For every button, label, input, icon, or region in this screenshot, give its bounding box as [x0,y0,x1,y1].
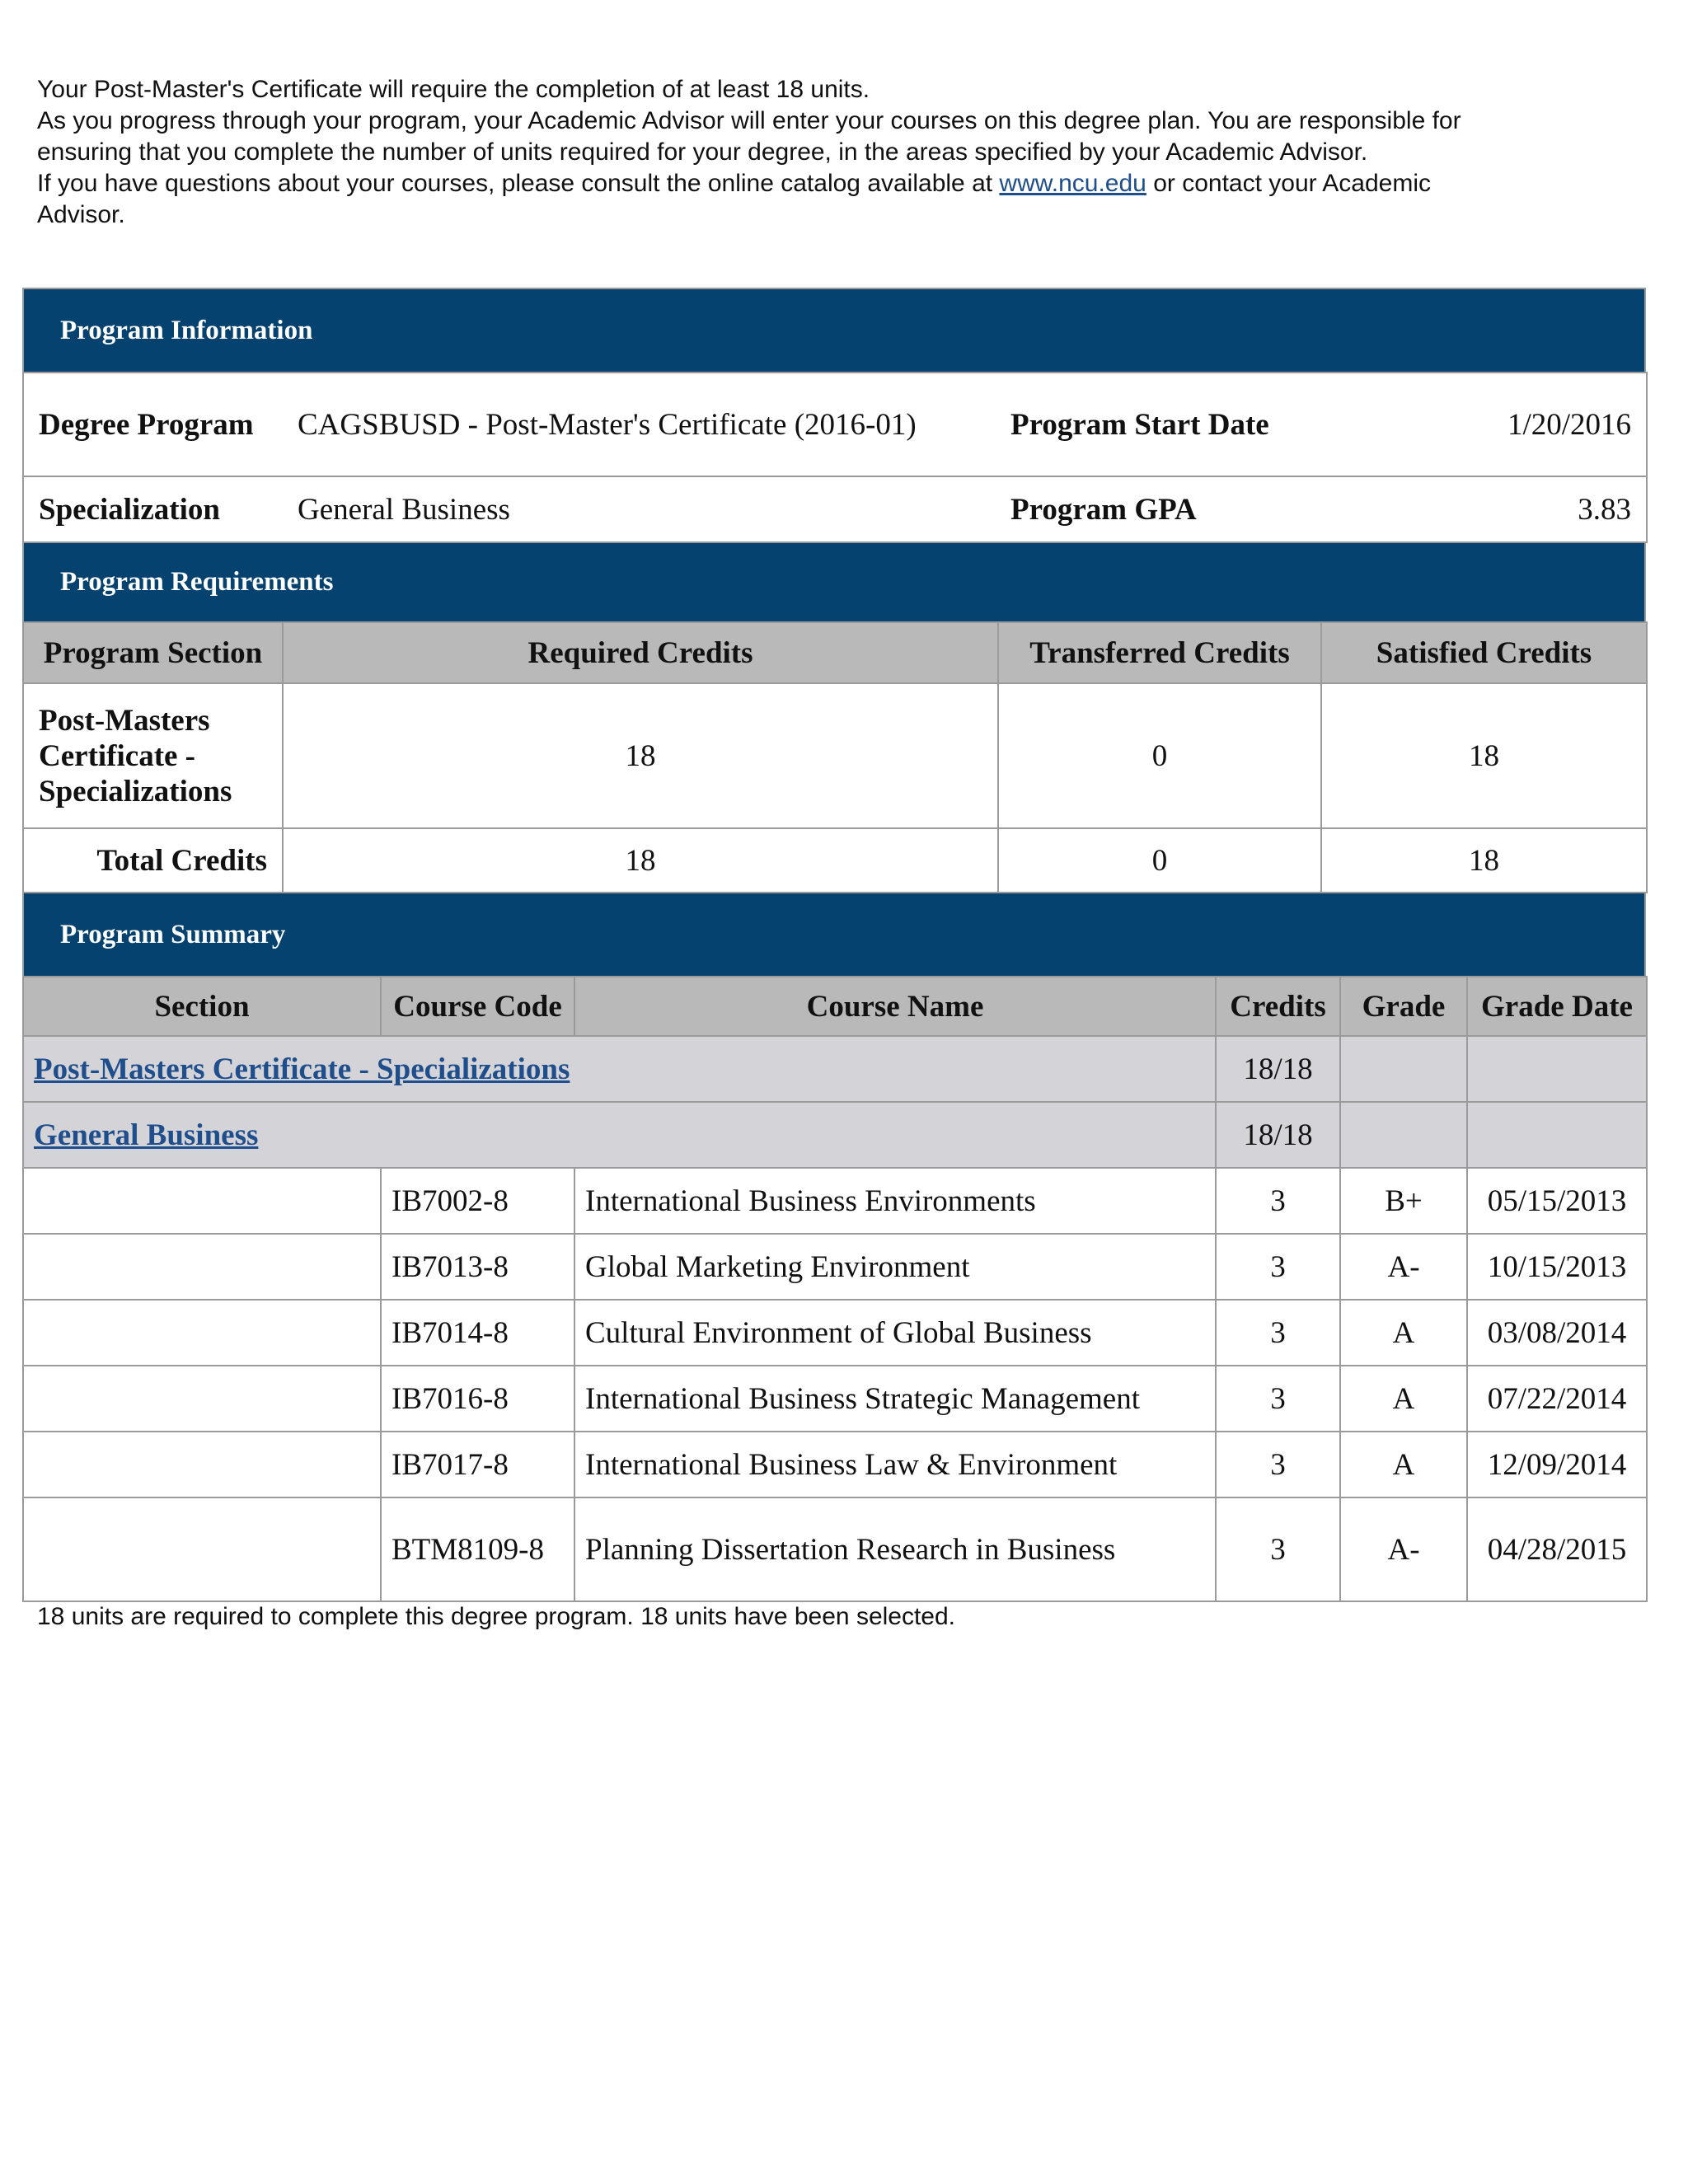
course-credits: 3 [1216,1497,1340,1601]
table-row [23,1497,1647,1601]
intro-line-3 [37,168,1488,231]
course-name: International Business Environments [574,1168,1216,1234]
column-header: Course Name [574,977,1216,1036]
table-row [23,1168,1647,1234]
group-name-cell [23,1102,1216,1168]
intro-line-3-pre: If you have questions about your courses, please consult the online catalog available at [37,170,1000,197]
column-header: Satisfied Credits [1321,622,1647,683]
total-credits-label: Total Credits [23,828,283,893]
satisfied-credits: 18 [1321,683,1647,828]
course-grade-date: 12/09/2014 [1467,1432,1647,1497]
total-required-credits: 18 [283,828,998,893]
program-summary-section [22,892,1646,1602]
program-gpa-label: Program GPA [996,476,1408,542]
program-information-heading: Program Information [22,288,1646,372]
degree-program-value: CAGSBUSD - Post-Master's Certificate (2016-01) [283,373,996,476]
course-code: IB7002-8 [381,1168,574,1234]
column-header: Required Credits [283,622,998,683]
empty-cell [1467,1036,1647,1102]
program-requirements-heading: Program Requirements [22,541,1646,621]
total-satisfied-credits: 18 [1321,828,1647,893]
degree-program-label: Degree Program [23,373,283,476]
units-summary-note: 18 units are required to complete this degree program. 18 units have been selected. [37,1603,956,1630]
empty-cell [1340,1102,1467,1168]
specialization-label: Specialization [23,476,283,542]
empty-cell [23,1300,381,1366]
course-code: IB7017-8 [381,1432,574,1497]
course-name: Planning Dissertation Research in Business [574,1497,1216,1601]
table-row [23,1234,1647,1300]
intro-text [37,74,1488,231]
course-grade-date: 05/15/2013 [1467,1168,1647,1234]
intro-line-1: Your Post-Master's Certificate will require the completion of at least 18 units. [37,76,870,103]
intro-line-2: As you progress through your program, your Academic Advisor will enter your courses on this degree plan. You are responsible for ensuring that you complete the number of units required for your degree, in the areas specified by your Academic Advisor. [37,107,1461,166]
group-name-cell [23,1036,1216,1102]
course-name: Cultural Environment of Global Business [574,1300,1216,1366]
summary-header-row [23,977,1647,1036]
course-code: IB7013-8 [381,1234,574,1300]
course-grade-date: 10/15/2013 [1467,1234,1647,1300]
column-header: Credits [1216,977,1340,1036]
program-summary-table [22,976,1648,1602]
program-summary-heading: Program Summary [22,892,1646,976]
course-grade-date: 07/22/2014 [1467,1366,1647,1432]
table-row [23,683,1647,828]
program-gpa-value: 3.83 [1408,476,1647,542]
requirement-section-name: Post-Masters Certificate - Specializations [23,683,283,828]
column-header: Grade Date [1467,977,1647,1036]
column-header: Program Section [23,622,283,683]
course-credits: 3 [1216,1300,1340,1366]
empty-cell [23,1234,381,1300]
table-row [23,1432,1647,1497]
program-requirements-section [22,541,1646,893]
group-row [23,1036,1647,1102]
program-information-section [22,288,1646,543]
required-credits: 18 [283,683,998,828]
empty-cell [23,1497,381,1601]
intro-line-3-post: or contact your Academic Advisor. [37,170,1432,228]
course-credits: 3 [1216,1168,1340,1234]
course-code: IB7016-8 [381,1366,574,1432]
transferred-credits: 0 [998,683,1321,828]
column-header: Course Code [381,977,574,1036]
course-grade-date: 03/08/2014 [1467,1300,1647,1366]
column-header: Transferred Credits [998,622,1321,683]
course-grade: A- [1340,1234,1467,1300]
empty-cell [1340,1036,1467,1102]
course-grade: A [1340,1432,1467,1497]
table-row [23,1300,1647,1366]
course-credits: 3 [1216,1234,1340,1300]
column-header: Grade [1340,977,1467,1036]
empty-cell [23,1432,381,1497]
course-grade: B+ [1340,1168,1467,1234]
course-grade: A- [1340,1497,1467,1601]
course-code: IB7014-8 [381,1300,574,1366]
course-grade-date: 04/28/2015 [1467,1497,1647,1601]
section-link-post-masters[interactable]: Post-Masters Certificate - Specializations [34,1052,570,1086]
program-requirements-table [22,621,1648,893]
section-link-general-business[interactable]: General Business [34,1118,259,1152]
empty-cell [23,1366,381,1432]
group-credits: 18/18 [1216,1102,1340,1168]
course-name: Global Marketing Environment [574,1234,1216,1300]
course-grade: A [1340,1366,1467,1432]
table-row [23,1366,1647,1432]
course-name: International Business Strategic Management [574,1366,1216,1432]
program-start-date-label: Program Start Date [996,373,1408,476]
group-credits: 18/18 [1216,1036,1340,1102]
course-grade: A [1340,1300,1467,1366]
course-code: BTM8109-8 [381,1497,574,1601]
program-start-date-value: 1/20/2016 [1408,373,1647,476]
requirements-header-row [23,622,1647,683]
program-information-table [22,372,1648,543]
course-credits: 3 [1216,1432,1340,1497]
course-credits: 3 [1216,1366,1340,1432]
empty-cell [1467,1102,1647,1168]
total-row [23,828,1647,893]
catalog-link[interactable]: www.ncu.edu [999,170,1146,197]
total-transferred-credits: 0 [998,828,1321,893]
specialization-value: General Business [283,476,996,542]
empty-cell [23,1168,381,1234]
group-row [23,1102,1647,1168]
course-name: International Business Law & Environment [574,1432,1216,1497]
column-header: Section [23,977,381,1036]
